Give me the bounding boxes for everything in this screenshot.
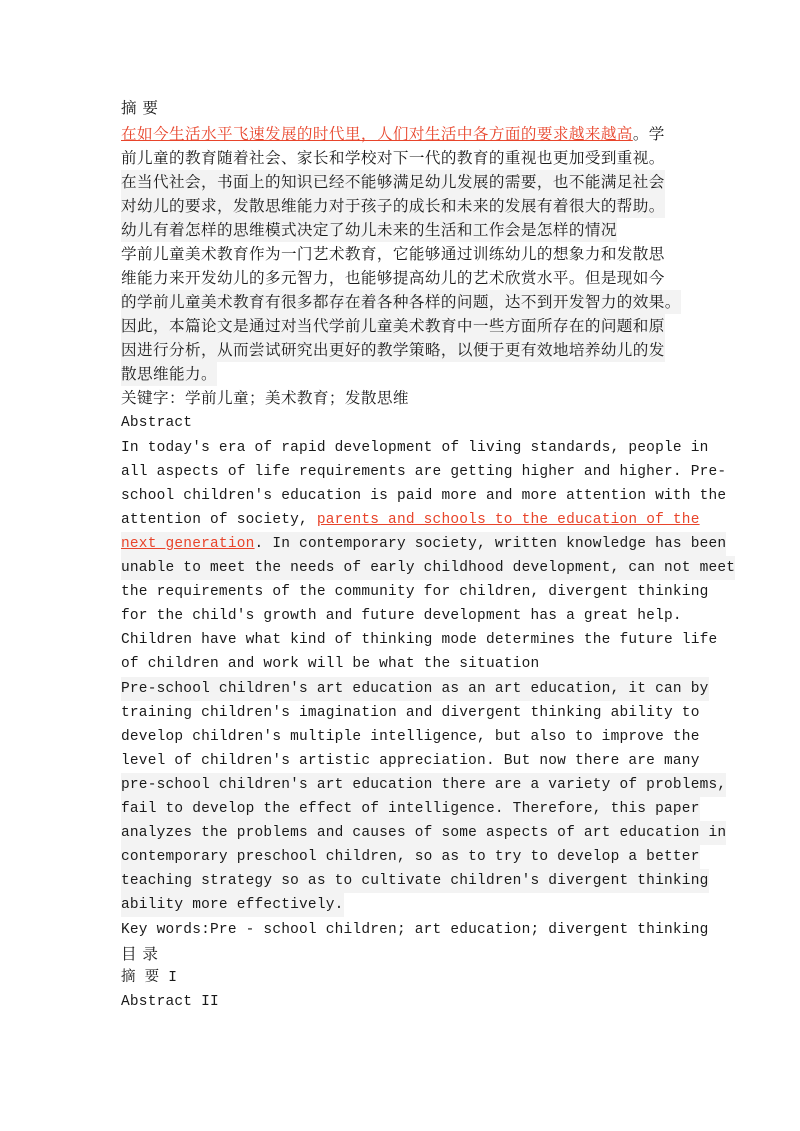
cn-abstract-line: 幼儿有着怎样的思维模式决定了幼儿未来的生活和工作会是怎样的情况 — [121, 218, 617, 242]
en-abstract-line — [121, 508, 700, 532]
cn-abstract-line-1 — [121, 122, 701, 146]
en-abstract-line: Pre-school children's art education as an art education, it can by — [121, 677, 709, 701]
en-line-5-rest: . In contemporary society, written knowledge has been — [254, 536, 727, 552]
en-abstract-line: ability more effectively. — [121, 893, 344, 917]
en-abstract-line: In today's era of rapid development of living standards, people in — [121, 440, 709, 456]
en-abstract-heading: Abstract — [121, 415, 193, 431]
en-abstract-line: of children and work will be what the situation — [121, 656, 540, 672]
cn-abstract-line: 散思维能力。 — [121, 362, 217, 386]
cn-abstract-line: 在当代社会，书面上的知识已经不能够满足幼儿发展的需要，也不能满足社会 — [121, 170, 665, 194]
en-highlight-phrase-end: next generation — [121, 536, 255, 552]
en-abstract-line: training children's imagination and divergent thinking ability to — [121, 705, 700, 721]
en-abstract-line: unable to meet the needs of early childhood development, can not meet — [121, 556, 735, 580]
en-abstract-line: pre-school children's art education there are a variety of problems, — [121, 773, 726, 797]
en-abstract-line: the requirements of the community for children, divergent thinking — [121, 584, 709, 600]
en-abstract-line: teaching strategy so as to cultivate children's divergent thinking — [121, 869, 709, 893]
cn-abstract-line: 维能力来开发幼儿的多元智力，也能够提高幼儿的艺术欣赏水平。但是现如今 — [121, 269, 665, 287]
cn-abstract-line: 的学前儿童美术教育有很多都存在着各种各样的问题，达不到开发智力的效果。 — [121, 290, 681, 314]
cn-keywords: 关键字：学前儿童；美术教育；发散思维 — [121, 389, 409, 407]
en-abstract-line: all aspects of life requirements are getting higher and higher. Pre- — [121, 464, 727, 480]
toc-heading: 目 录 — [121, 945, 159, 963]
cn-abstract-line: 因进行分析，从而尝试研究出更好的教学策略，以便于更有效地培养幼儿的发 — [121, 338, 665, 362]
en-line-4-prefix: attention of society, — [121, 512, 317, 528]
toc-item[interactable]: 摘 要 I — [121, 970, 178, 986]
en-abstract-line: school children's education is paid more and more attention with the — [121, 488, 727, 504]
en-abstract-line — [121, 532, 726, 556]
cn-highlight-sentence: 在如今生活水平飞速发展的时代里，人们对生活中各方面的要求越来越高 — [121, 125, 633, 143]
en-abstract-line: contemporary preschool children, so as to try to develop a better — [121, 845, 700, 869]
en-abstract-line: develop children's multiple intelligence, but also to improve the — [121, 729, 700, 745]
cn-abstract-line: 学前儿童美术教育作为一门艺术教育，它能够通过训练幼儿的想象力和发散思 — [121, 245, 665, 263]
en-keywords: Key words:Pre - school children; art education; divergent thinking — [121, 922, 709, 938]
en-abstract-line: analyzes the problems and causes of some aspects of art education in — [121, 821, 726, 845]
cn-line-1-rest: 。学 — [632, 125, 665, 143]
cn-abstract-line: 前儿童的教育随着社会、家长和学校对下一代的教育的重视也更加受到重视。 — [121, 149, 665, 167]
en-highlight-phrase: parents and schools to the education of the — [316, 512, 700, 528]
en-abstract-line: fail to develop the effect of intelligence. Therefore, this paper — [121, 797, 700, 821]
cn-abstract-heading: 摘 要 — [121, 99, 159, 117]
en-abstract-line: level of children's artistic appreciation. But now there are many — [121, 753, 700, 769]
toc-item[interactable]: Abstract II — [121, 994, 219, 1010]
cn-abstract-line: 对幼儿的要求，发散思维能力对于孩子的成长和未来的发展有着很大的帮助。 — [121, 194, 665, 218]
en-abstract-line: Children have what kind of thinking mode determines the future life — [121, 632, 718, 648]
cn-abstract-line: 因此，本篇论文是通过对当代学前儿童美术教育中一些方面所存在的问题和原 — [121, 314, 665, 338]
en-abstract-line: for the child's growth and future development has a great help. — [121, 608, 682, 624]
